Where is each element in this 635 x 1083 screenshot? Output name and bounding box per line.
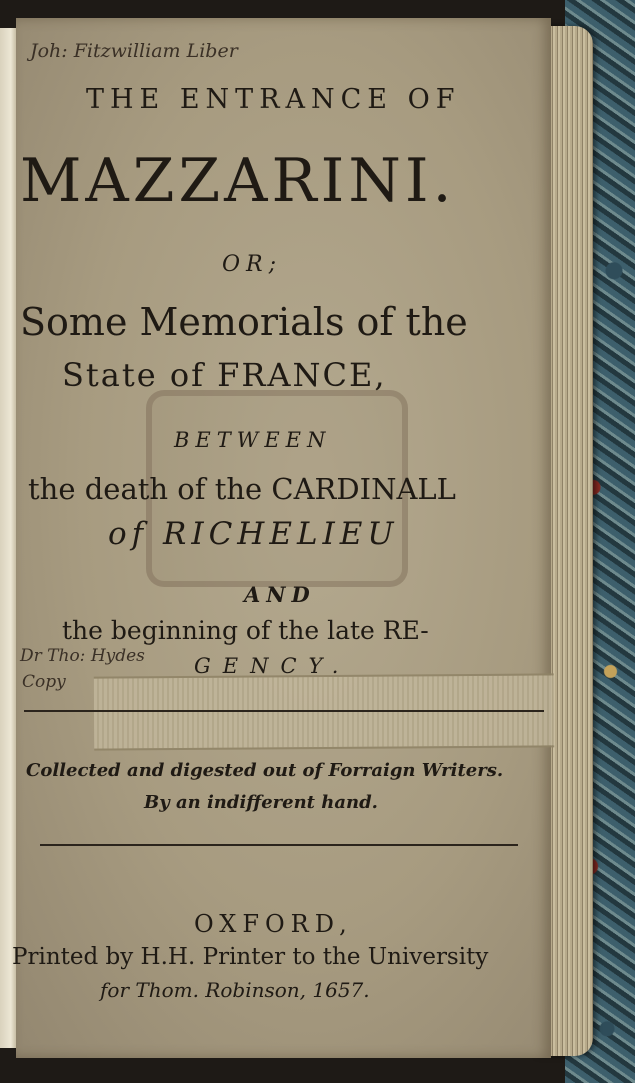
or-line: OR; (222, 252, 283, 277)
bookseller-line: for Thom. Robinson, 1657. (100, 978, 370, 1002)
lower-rule (40, 844, 518, 846)
subtitle-line-1: Some Memorials of the (20, 300, 468, 344)
pasted-strip (94, 673, 555, 750)
title-line-2: MAZZARINI. (20, 146, 456, 216)
between-line: BETWEEN (174, 428, 332, 452)
upper-rule (24, 710, 544, 712)
printer-line: Printed by H.H. Printer to the University (12, 944, 489, 970)
hand-line: By an indifferent hand. (144, 792, 378, 813)
city: OXFORD, (194, 910, 353, 938)
richelieu-line: of RICHELIEU (108, 516, 399, 552)
ownership-signature: Joh: Fitzwilliam Liber (30, 40, 238, 62)
title-page (12, 18, 551, 1058)
title-line-1: THE ENTRANCE OF (86, 84, 461, 115)
death-line: the death of the CARDINALL (28, 472, 456, 506)
handwritten-note-2: Copy (22, 672, 66, 692)
subtitle-line-2: State of FRANCE, (62, 356, 387, 394)
regency-line: GENCY. (194, 654, 351, 678)
handwritten-note-1: Dr Tho: Hydes (20, 646, 145, 666)
and-line: AND (244, 582, 316, 607)
collected-line: Collected and digested out of Forraign Writers. (26, 760, 504, 781)
beginning-line: the beginning of the late RE- (62, 616, 429, 645)
